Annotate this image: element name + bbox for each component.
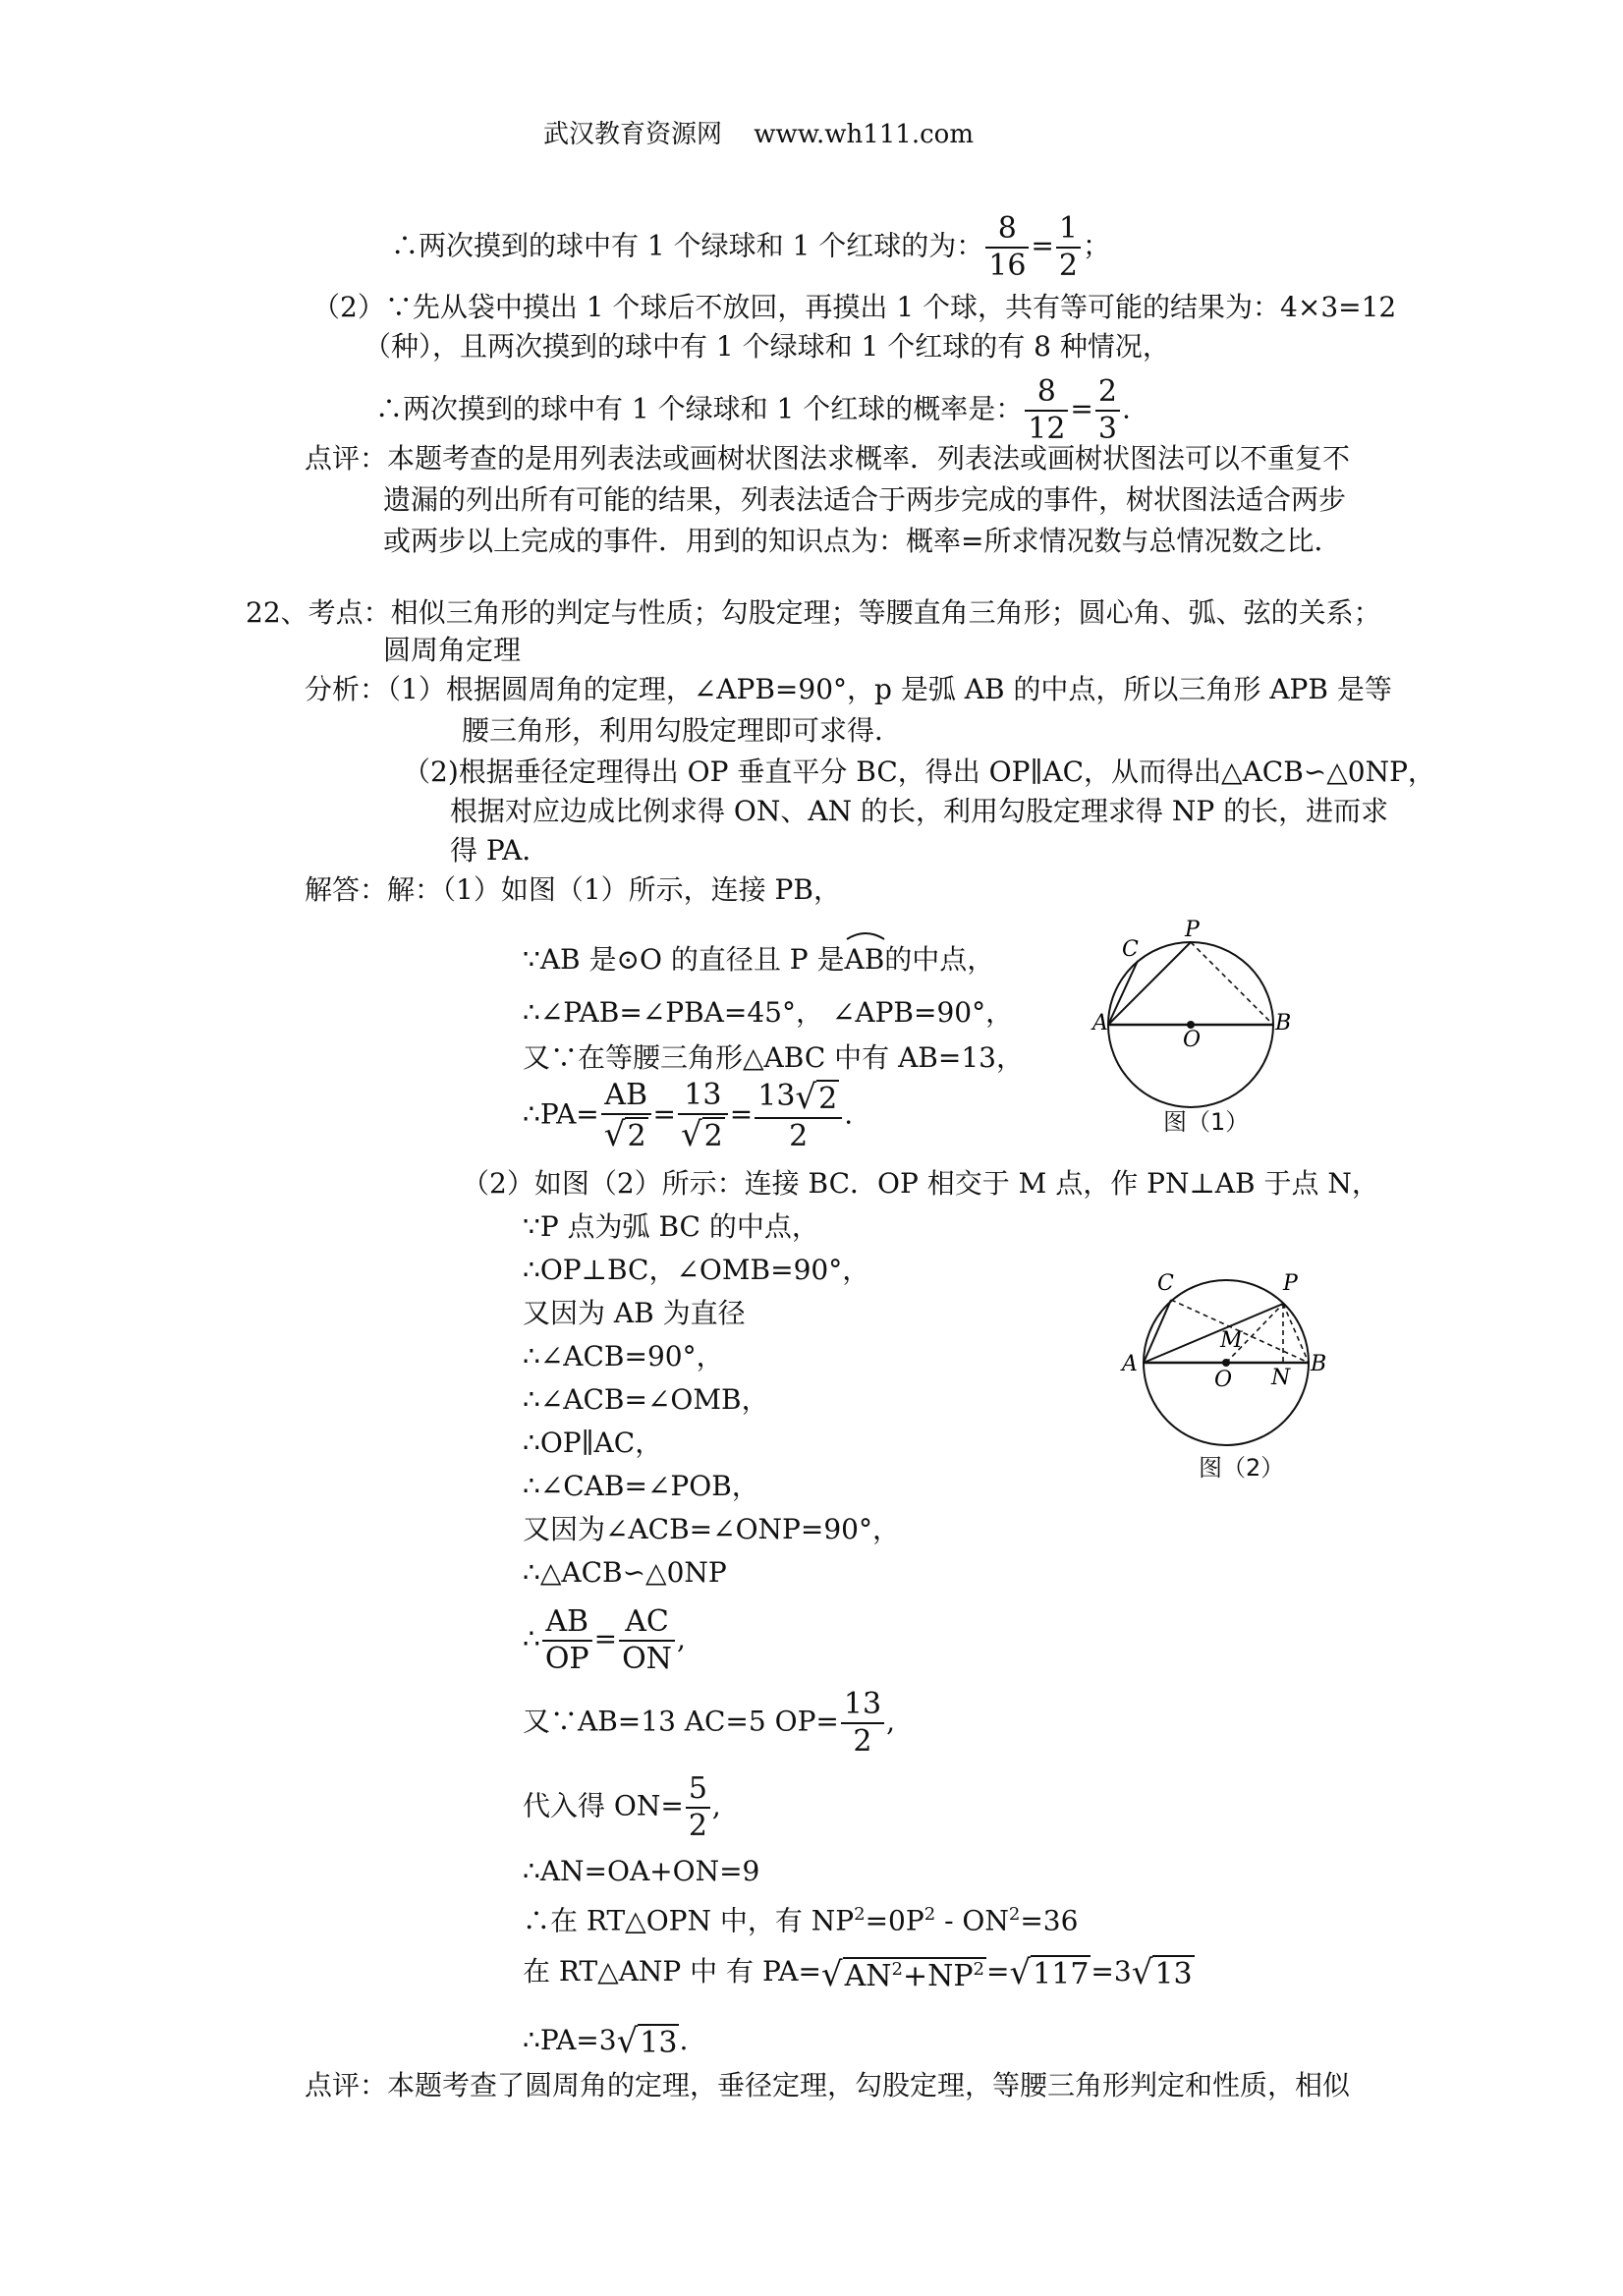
chord-pb-dashed bbox=[1191, 942, 1273, 1025]
solution-2-given-line bbox=[523, 1687, 895, 1759]
solution-2-line-3: ∴OP⊥BC，∠OMB=90°， bbox=[523, 1254, 870, 1286]
radical-sign: √ bbox=[1009, 1952, 1032, 1992]
fraction-5-over-2 bbox=[686, 1771, 710, 1843]
radical-sign: √ bbox=[795, 1078, 817, 1117]
line-text: ∴ bbox=[523, 1622, 540, 1655]
q22-fenxi-line-3: （2)根据垂径定理得出 OP 垂直平分 BC，得出 OP∥AC，从而得出△ACB∽△0NP， bbox=[403, 756, 1435, 788]
radicand: 117 bbox=[1033, 1956, 1090, 1991]
line-end: . bbox=[844, 1097, 854, 1131]
radicand: 13 bbox=[640, 2025, 678, 2060]
radical-sign: √ bbox=[820, 1955, 843, 1994]
line-text: ∴两次摸到的球中有 1 个绿球和 1 个红球的为： bbox=[391, 229, 984, 262]
fraction-ab-over-root2 bbox=[601, 1078, 651, 1154]
radical-sign: √ bbox=[616, 2021, 639, 2061]
sqrt-13 bbox=[1132, 1954, 1195, 1993]
comment-1-line-1: 点评：本题考查的是用列表法或画树状图法求概率．列表法或画树状图法可以不重复不 bbox=[305, 442, 1351, 475]
fraction-8-16 bbox=[985, 211, 1029, 283]
line-text: =0P bbox=[865, 1904, 924, 1937]
exponent: 2 bbox=[854, 1904, 866, 1925]
line-text: =3 bbox=[1091, 1955, 1132, 1988]
center-point bbox=[1222, 1359, 1230, 1367]
sqrt bbox=[681, 1115, 725, 1154]
comment-1-line-2: 遗漏的列出所有可能的结果，列表法适合于两步完成的事件，树状图法适合两步 bbox=[383, 483, 1347, 516]
numerator: 5 bbox=[686, 1774, 710, 1809]
numerator: 8 bbox=[1025, 377, 1068, 412]
label-c: C bbox=[1122, 937, 1139, 962]
radicand: 13 bbox=[1154, 1956, 1193, 1991]
line-end: , bbox=[676, 1622, 686, 1655]
solution-2-pa-line bbox=[523, 1951, 1195, 1995]
numerator: AB bbox=[601, 1081, 651, 1115]
q22-kaodian-line-1: 22、考点：相似三角形的判定与性质；勾股定理；等腰直角三角形；圆心角、弧、弦的关系； bbox=[246, 596, 1381, 629]
solution-1-line-4 bbox=[523, 1078, 854, 1154]
label-a: A bbox=[1092, 1011, 1108, 1036]
figure-1-caption: 图（1） bbox=[1163, 1108, 1250, 1136]
denominator: 12 bbox=[1028, 412, 1066, 446]
fraction-13-over-root2 bbox=[678, 1078, 728, 1154]
line-end: , bbox=[711, 1789, 721, 1822]
q22-kaodian-line-2: 圆周角定理 bbox=[383, 634, 522, 666]
q22-comment-line: 点评：本题考查了圆周角的定理，垂径定理，勾股定理，等腰三角形判定和性质，相似 bbox=[305, 2069, 1351, 2101]
solution-2-line-5: ∴∠ACB=90°， bbox=[523, 1340, 724, 1372]
numerator: AB bbox=[542, 1607, 592, 1642]
segment-pb-dashed bbox=[1283, 1304, 1309, 1363]
solution-2-line-7: ∴OP∥AC， bbox=[523, 1427, 663, 1459]
chord-ac bbox=[1108, 961, 1138, 1025]
solution-2-line-9: 又因为∠ACB=∠ONP=90°， bbox=[523, 1513, 900, 1545]
numerator: 8 bbox=[985, 214, 1029, 249]
line-text: - ON bbox=[935, 1904, 1009, 1937]
radicand: 2 bbox=[703, 1119, 723, 1153]
coefficient: 13 bbox=[757, 1079, 796, 1113]
fraction-13-over-2 bbox=[841, 1687, 884, 1759]
chord-ap bbox=[1108, 942, 1191, 1025]
label-a: A bbox=[1122, 1352, 1138, 1376]
denominator bbox=[678, 1115, 728, 1154]
q22-fenxi-line-2: 腰三角形，利用勾股定理即可求得． bbox=[462, 714, 903, 747]
header-url: www.wh111.com bbox=[754, 120, 974, 149]
solution-2-line-8: ∴∠CAB=∠POB， bbox=[523, 1470, 759, 1502]
figure-2-circle-diagram bbox=[1108, 1253, 1327, 1449]
fraction-1-2 bbox=[1056, 211, 1081, 283]
radical-sign: √ bbox=[681, 1115, 702, 1154]
line-end: , bbox=[886, 1705, 895, 1738]
denominator: OP bbox=[544, 1642, 589, 1676]
numerator bbox=[755, 1078, 842, 1119]
numerator: 13 bbox=[678, 1081, 728, 1115]
numerator: AC bbox=[619, 1607, 675, 1642]
numerator: 13 bbox=[841, 1690, 884, 1724]
term: AN bbox=[844, 1959, 892, 1993]
label-n: N bbox=[1271, 1366, 1291, 1390]
solution-2-line-10: ∴△ACB∽△0NP bbox=[523, 1556, 727, 1589]
label-b: B bbox=[1275, 1011, 1292, 1036]
solution-2-line-4: 又因为 AB 为直径 bbox=[523, 1297, 746, 1329]
line-end: . bbox=[1121, 392, 1131, 425]
sqrt-13 bbox=[617, 2023, 680, 2062]
solution-2-np-line bbox=[523, 1896, 1078, 1939]
comment-1-line-3: 或两步以上完成的事件．用到的知识点为：概率=所求情况数与总情况数之比． bbox=[383, 525, 1342, 557]
solution-2-ratio-line bbox=[523, 1604, 686, 1676]
denominator: 16 bbox=[988, 249, 1027, 283]
equals: = bbox=[1031, 229, 1054, 262]
line-text: 代入得 ON= bbox=[523, 1789, 684, 1822]
line-end: . bbox=[679, 2024, 689, 2056]
solution-2-line-2: ∵P 点为弧 BC 的中点， bbox=[523, 1210, 819, 1243]
denominator: 3 bbox=[1097, 412, 1117, 446]
equals: = bbox=[1070, 392, 1093, 425]
exponent: 2 bbox=[1008, 1904, 1021, 1925]
figure-2-caption: 图（2） bbox=[1199, 1454, 1285, 1482]
radicand bbox=[843, 1957, 986, 1993]
radicand: 2 bbox=[818, 1082, 838, 1116]
denominator: 2 bbox=[853, 1724, 872, 1759]
exponent: 2 bbox=[923, 1904, 936, 1925]
probability-line-3: （种），且两次摸到的球中有 1 个绿球和 1 个红球的有 8 种情况， bbox=[364, 330, 1170, 363]
solution-1-line-2: ∴∠PAB=∠PBA=45°， ∠APB=90°， bbox=[523, 996, 1014, 1029]
solution-2-an-line: ∴AN=OA+ON=9 bbox=[523, 1855, 760, 1887]
label-b: B bbox=[1311, 1352, 1327, 1376]
label-m: M bbox=[1220, 1328, 1243, 1353]
denominator: 2 bbox=[1058, 249, 1078, 283]
q22-jieda-line: 解答：解：（1）如图（1）所示，连接 PB， bbox=[305, 873, 841, 906]
line-text: ∴PA= bbox=[523, 1097, 599, 1131]
arc-label: AB bbox=[844, 943, 885, 976]
solution-1-line-3: 又∵在等腰三角形△ABC 中有 AB=13， bbox=[523, 1041, 1024, 1074]
denominator: ON bbox=[622, 1642, 672, 1676]
fraction-8-12 bbox=[1025, 374, 1068, 446]
radical-sign: √ bbox=[1131, 1952, 1153, 1992]
q22-fenxi-line-4: 根据对应边成比例求得 ON、AN 的长，利用勾股定理求得 NP 的长，进而求 bbox=[450, 795, 1389, 827]
equals: = bbox=[593, 1622, 618, 1655]
radicand: 2 bbox=[627, 1119, 646, 1153]
line-text: ∴在 RT△OPN 中，有 NP bbox=[523, 1904, 855, 1937]
fraction-ab-over-op bbox=[542, 1604, 592, 1676]
denominator: 2 bbox=[688, 1809, 707, 1843]
exponent: 2 bbox=[973, 1959, 984, 1980]
line-text: 的中点， bbox=[884, 943, 995, 976]
line-text: ∵AB 是⊙O 的直径且 P 是 bbox=[523, 943, 845, 976]
sqrt-an2-np2 bbox=[821, 1951, 986, 1995]
line-text: ∴PA=3 bbox=[523, 2024, 617, 2056]
line-text: 又∵AB=13 AC=5 OP= bbox=[523, 1705, 839, 1738]
line-end: ； bbox=[1082, 229, 1110, 262]
numerator: 1 bbox=[1056, 214, 1081, 249]
solution-1-line-1 bbox=[523, 935, 994, 979]
denominator: 2 bbox=[789, 1119, 809, 1153]
probability-line-1 bbox=[391, 211, 1110, 283]
equals: = bbox=[986, 1955, 1010, 1988]
label-c: C bbox=[1157, 1271, 1174, 1296]
label-p: P bbox=[1185, 918, 1200, 942]
solution-2-final-line bbox=[523, 2022, 688, 2062]
probability-line-2: （2）∵先从袋中摸出 1 个球后不放回，再摸出 1 个球，共有等可能的结果为：4×3=12 bbox=[312, 291, 1397, 323]
term: +NP bbox=[902, 1959, 974, 1993]
sqrt bbox=[795, 1078, 839, 1117]
q22-fenxi-line-5: 得 PA． bbox=[450, 834, 550, 867]
exponent: 2 bbox=[891, 1959, 903, 1980]
fraction-ac-over-on bbox=[619, 1604, 675, 1676]
q22-fenxi-line-1: 分析：（1）根据圆周角的定理，∠APB=90°，p 是弧 AB 的中点，所以三角形 APB 是等 bbox=[305, 673, 1392, 705]
label-o: O bbox=[1214, 1368, 1233, 1392]
fraction-2-3 bbox=[1095, 374, 1120, 446]
solution-2-line-1: （2）如图（2）所示：连接 BC．OP 相交于 M 点，作 PN⊥AB 于点 N， bbox=[462, 1167, 1379, 1200]
equals: = bbox=[729, 1097, 754, 1131]
denominator bbox=[601, 1115, 651, 1154]
solution-2-line-6: ∴∠ACB=∠OMB， bbox=[523, 1383, 769, 1416]
page-header bbox=[543, 116, 974, 153]
line-text: ∴两次摸到的球中有 1 个绿球和 1 个红球的概率是： bbox=[375, 392, 1024, 425]
line-text: 在 RT△ANP 中 有 PA= bbox=[523, 1955, 821, 1988]
fraction-13root2-over-2 bbox=[755, 1078, 842, 1153]
label-p: P bbox=[1283, 1271, 1298, 1296]
solution-2-substitute-line bbox=[523, 1771, 721, 1843]
sqrt bbox=[603, 1115, 648, 1154]
probability-line-4 bbox=[375, 374, 1131, 446]
label-o: O bbox=[1183, 1028, 1202, 1052]
arc-ab bbox=[844, 935, 884, 979]
numerator: 2 bbox=[1095, 377, 1120, 412]
sqrt-117 bbox=[1009, 1954, 1091, 1993]
equals: = bbox=[652, 1097, 676, 1131]
header-site-name: 武汉教育资源网 bbox=[543, 120, 723, 149]
figure-1-circle-diagram bbox=[1092, 918, 1292, 1115]
line-text: =36 bbox=[1020, 1904, 1079, 1937]
arc-mark bbox=[844, 929, 887, 941]
radical-sign: √ bbox=[603, 1115, 626, 1154]
